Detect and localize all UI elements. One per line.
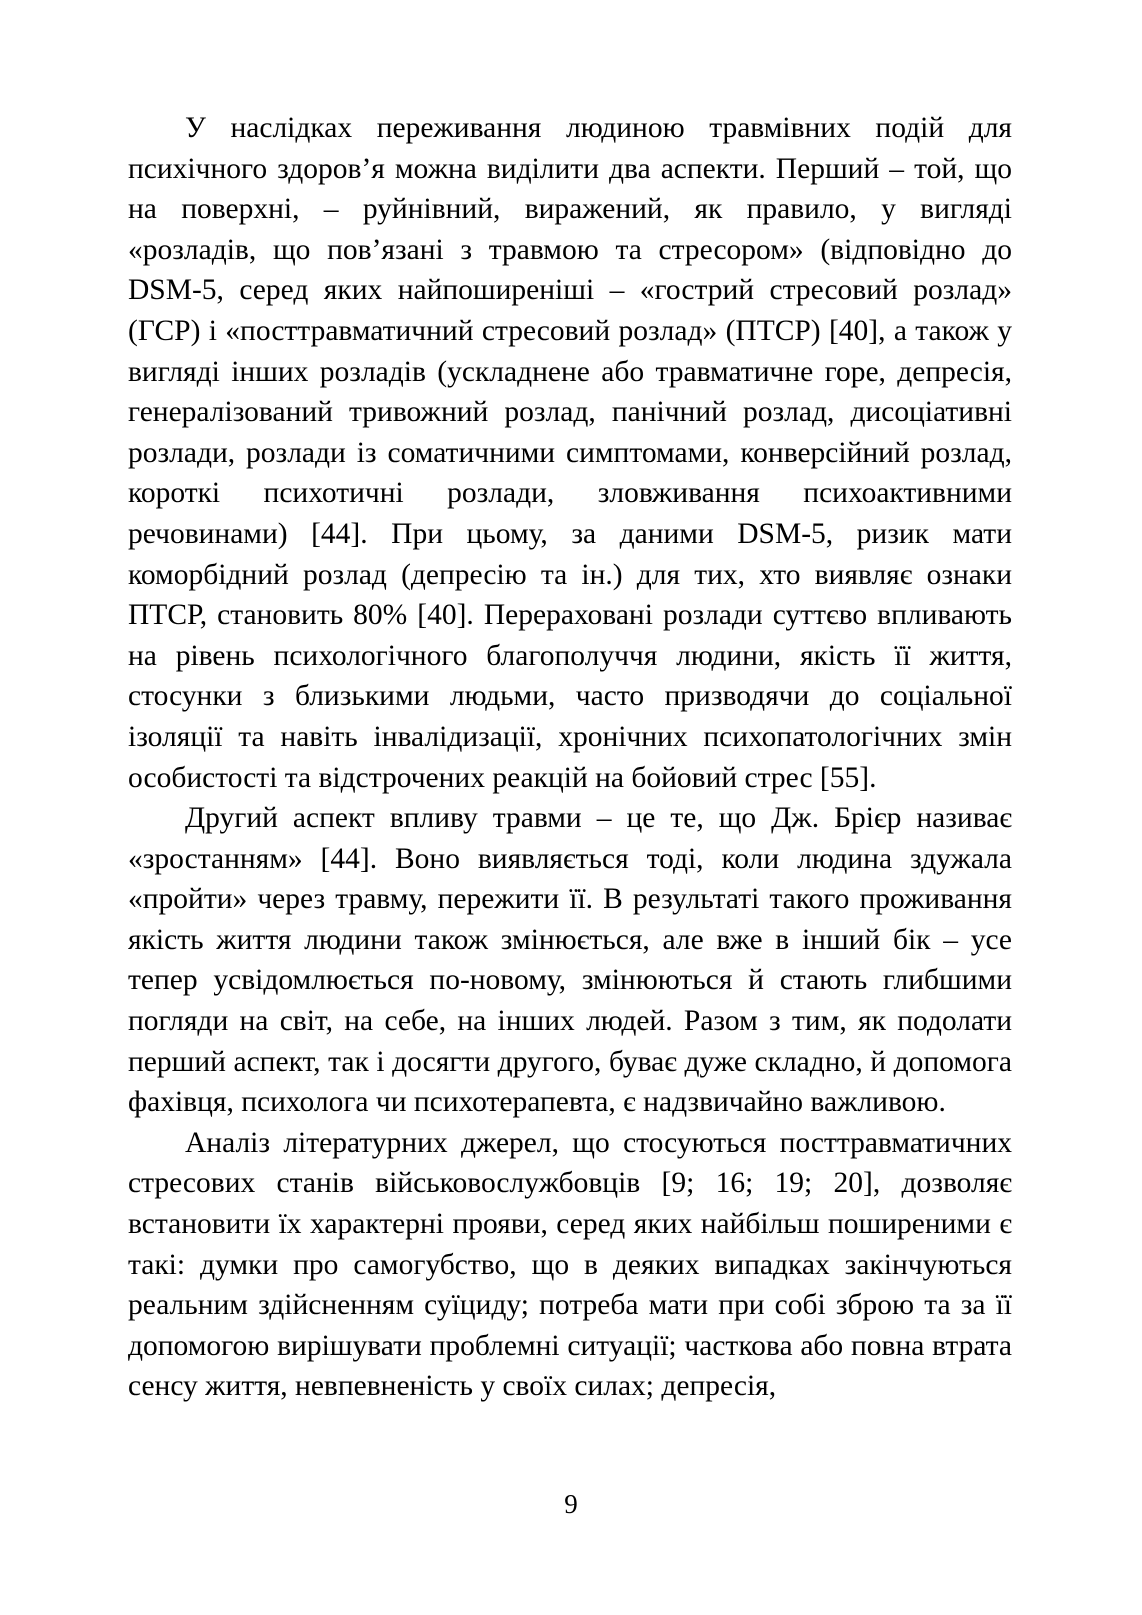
body-paragraph-2: Другий аспект впливу травми – це те, що Дж. Брієр називає «зростанням» [44]. Воно виявляється тоді, коли людина здужала «пройти» через травму, пережити її. В результаті такого проживання якість життя людини також змінюється, але вже в інший бік – усе тепер усвідомлюється по-новому, змінюються й стають глибшими погляди на світ, на себе, на інших людей. Разом з тим, як подолати перший аспект, так і досягти другого, буває дуже складно, й допомога фахівця, психолога чи психотерапевта, є надзвичайно важливою.	[128, 802, 1012, 1119]
body-paragraph-1: У наслідках переживання людиною травмівних подій для психічного здоров’я можна виділити два аспекти. Перший – той, що на поверхні, – руйнівний, виражений, як правило, у вигляді «розладів, що пов’язані з травмою та стресором» (відповідно до DSM-5, серед яких найпоширеніші – «гострий стресовий розлад» (ГСР) і «посттравматичний стресовий розлад» (ПТСР) [40], а також у вигляді інших розладів (ускладнене або травматичне горе, депресія, генералізований тривожний розлад, панічний розлад, дисоціативні розлади, розлади із соматичними симптомами, конверсійний розлад, короткі психотичні розлади, зловживання психоактивними речовинами) [44]. При цьому, за даними DSM-5, ризик мати коморбідний розлад (депресію та ін.) для тих, хто виявляє ознаки ПТСР, становить 80% [40]. Перераховані розлади суттєво впливають на рівень психологічного благополуччя людини, якість її життя, стосунки з близькими людьми, часто призводячи до соціальної ізоляції та навіть інвалідизації, хронічних психопатологічних змін особистості та відстрочених реакцій на бойовий стрес [55].	[128, 112, 1012, 794]
body-text-column	[128, 108, 1012, 1407]
page-number: 9	[564, 1489, 578, 1519]
body-paragraph-3: Аналіз літературних джерел, що стосуються посттравматичних стресових станів військовослужбовців [9; 16; 19; 20], дозволяє встановити їх характерні прояви, серед яких найбільш поширеними є такі: думки про самогубство, що в деяких випадках закінчуються реальним здійсненням суїциду; потреба мати при собі зброю та за її допомогою вирішувати проблемні ситуації; часткова або повна втрата сенсу життя, невпевненість у своїх силах; депресія,	[128, 1126, 1012, 1403]
